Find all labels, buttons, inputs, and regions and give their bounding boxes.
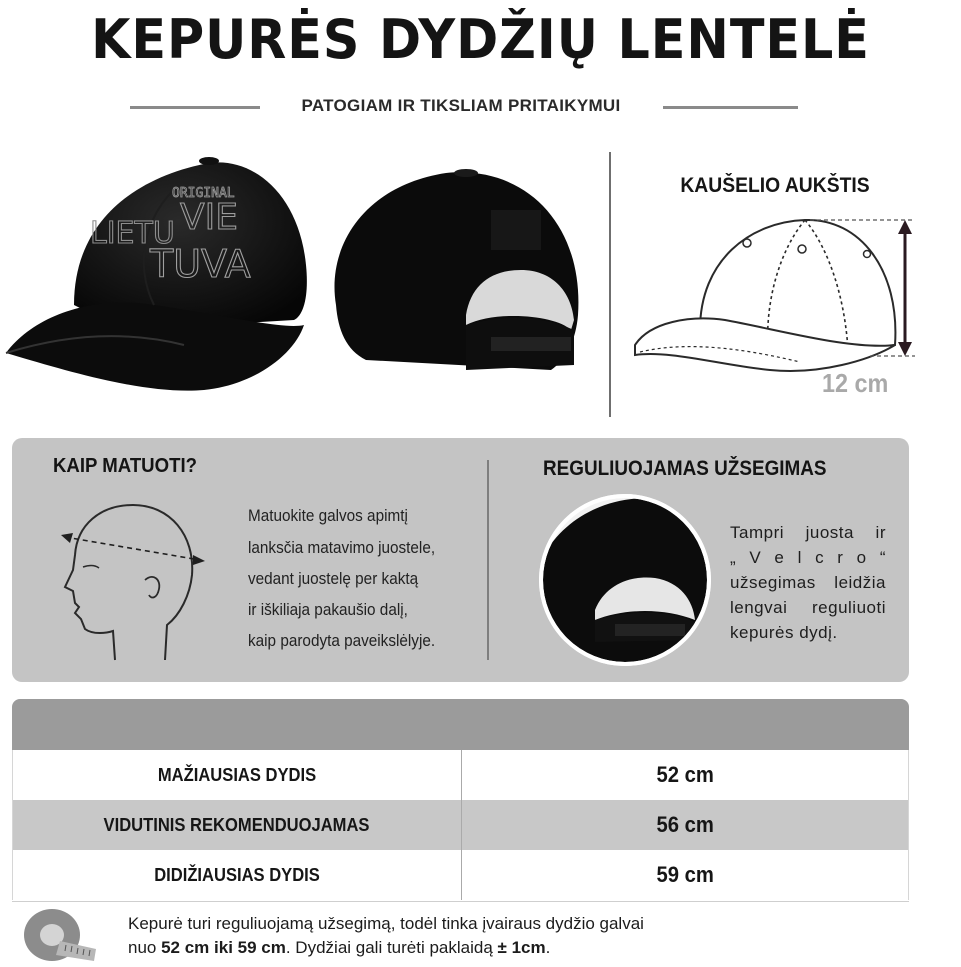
cap-outline-diagram (630, 210, 930, 390)
cap-front-photo (4, 155, 314, 395)
panel-divider (487, 460, 489, 660)
adjustable-closure-description (730, 520, 886, 645)
subtitle-rule-right (663, 106, 798, 109)
section-divider (609, 152, 611, 417)
crown-height-title: KAUŠELIO AUKŠTIS (680, 174, 870, 197)
embroidery-original: ORIGINAL (172, 186, 235, 201)
table-row (12, 850, 909, 900)
embroidery-tuva: TUVA (150, 242, 251, 286)
page-subtitle: PATOGIAM IR TIKSLIAM PRITAIKYMUI (301, 96, 621, 115)
tolerance: ± 1cm (497, 938, 546, 957)
size-range: 52 cm iki 59 cm (161, 938, 286, 957)
embroidery-lietu: LIETU (90, 216, 175, 251)
instruction-line: Matuokite galvos apimtį (248, 506, 408, 525)
embroidery-vie: VIE (180, 197, 238, 238)
size-table (12, 699, 909, 902)
size-value: 52 cm (656, 762, 714, 787)
measuring-tape-icon (20, 905, 100, 965)
adjustable-closure-title: REGULIUOJAMAS UŽSEGIMAS (543, 457, 827, 480)
subtitle-rule-left (130, 106, 260, 109)
instruction-line: kaip parodyta paveikslėlyje. (248, 631, 436, 650)
instruction-line: ir iškiliaja pakaušio dalį, (248, 600, 408, 619)
size-label: MAŽIAUSIAS DYDIS (157, 765, 317, 785)
head-profile-icon (55, 495, 215, 665)
description-line: užsegimas leidžia (730, 573, 886, 592)
size-label: VIDUTINIS REKOMENDUOJAMAS (104, 815, 370, 835)
cap-back-photo (326, 165, 588, 380)
size-label: DIDIŽIAUSIAS DYDIS (154, 865, 320, 885)
strap-closeup-photo (535, 490, 715, 670)
size-value: 56 cm (656, 812, 714, 837)
description-line: kepurės dydį. (730, 623, 838, 642)
footnote-line: Kepurė turi reguliuojamą užsegimą, todėl tinka įvairaus dydžio galvai (128, 914, 644, 933)
footnote-line: nuo 52 cm iki 59 cm. Dydžiai gali turėti paklaidą ± 1cm. (128, 938, 551, 957)
table-row (12, 800, 909, 850)
size-value: 59 cm (656, 862, 714, 887)
description-line: Tampri juosta ir (730, 523, 886, 542)
page-title: KEPURĖS DYDŽIŲ LENTELĖ (91, 8, 870, 71)
crown-height-value: 12 cm (822, 368, 889, 398)
instruction-line: lanksčia matavimo juostele, (248, 538, 436, 557)
how-to-measure-title: KAIP MATUOTI? (53, 455, 197, 477)
description-line: lengvai reguliuoti (730, 598, 886, 617)
description-line: „ V e l c r o “ (730, 548, 886, 567)
instruction-line: vedant juostelę per kaktą (248, 569, 419, 588)
footnote (128, 912, 768, 960)
size-table-header (12, 699, 909, 750)
table-row (12, 750, 909, 800)
